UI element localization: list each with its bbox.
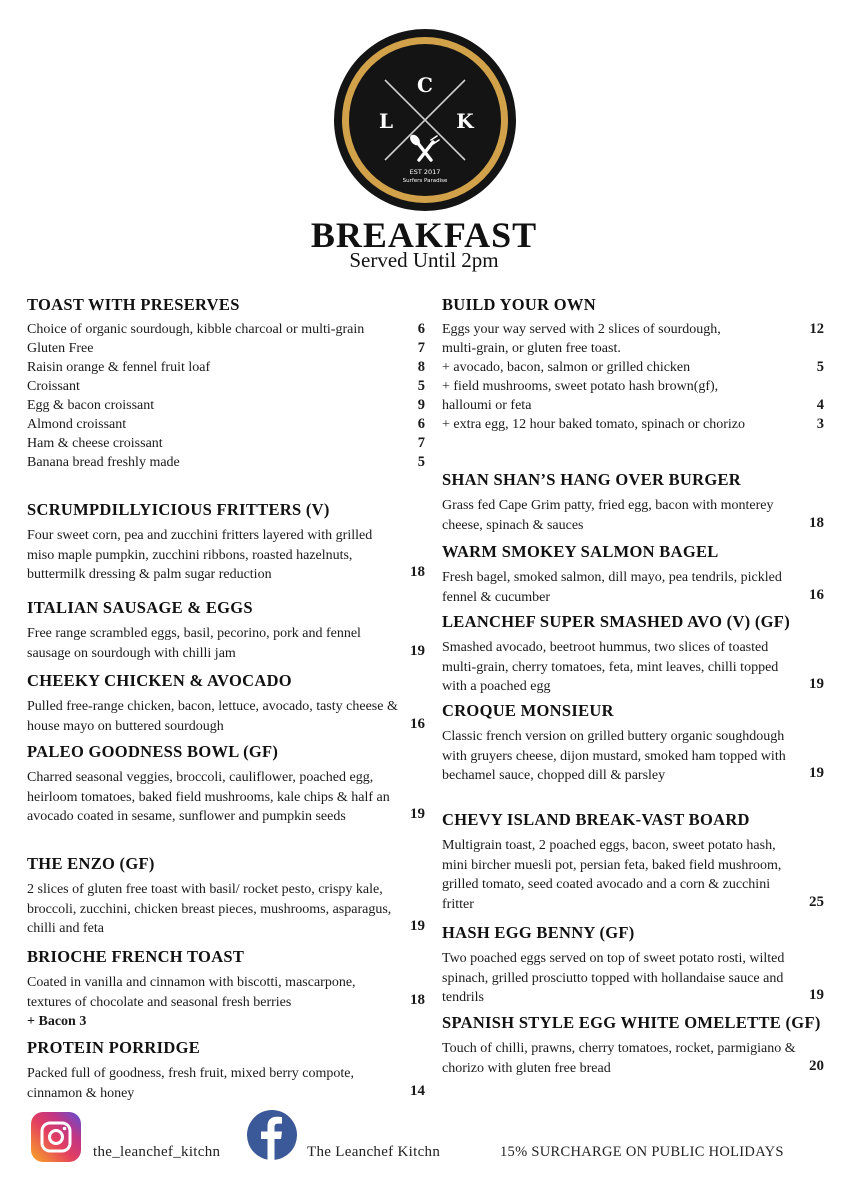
list-item <box>27 377 425 396</box>
item-price: 9 <box>417 397 425 413</box>
section-bagel <box>442 542 824 607</box>
item-price: 7 <box>417 435 425 451</box>
footer <box>0 1110 848 1170</box>
item-description: 2 slices of gluten free toast with basil/ rocket pesto, crispy kale, broccoli, zucchini, chicken breast pieces, mushrooms, asparagus, chilli and feta <box>27 882 392 936</box>
logo-est: EST 2017 <box>409 168 441 176</box>
item-line: Eggs your way served with 2 slices of sourdough, <box>442 322 721 337</box>
item-line: multi-grain, or gluten free toast. <box>442 341 621 356</box>
section-title: TOAST WITH PRESERVES <box>27 295 240 314</box>
list-item <box>27 339 425 358</box>
section-burger <box>442 470 824 535</box>
item-price: 3 <box>816 416 824 432</box>
item-description: Fresh bagel, smoked salmon, dill mayo, pea tendrils, pickled fennel & cucumber <box>442 570 782 605</box>
section-title: CHEEKY CHICKEN & AVOCADO <box>27 671 292 690</box>
item-price: 6 <box>417 416 425 432</box>
item-price: 16 <box>809 586 824 603</box>
section-omelette <box>442 1013 824 1078</box>
facebook-icon[interactable] <box>247 1110 297 1160</box>
item-price: 19 <box>809 676 824 692</box>
item-name: Choice of organic sourdough, kibble charcoal or multi-grain <box>27 322 365 337</box>
item-price: 12 <box>809 321 824 337</box>
page-title: BREAKFAST <box>310 215 538 255</box>
item-price: 25 <box>809 893 824 910</box>
section-porridge <box>27 1038 425 1103</box>
section-fritters <box>27 500 425 585</box>
item-description: Smashed avocado, beetroot hummus, two slices of toasted multi-grain, cherry tomatoes, feta, mint leaves, chilli topped with a poached egg <box>442 640 779 694</box>
section-title: CHEVY ISLAND BREAK-VAST BOARD <box>442 810 750 829</box>
item-price: 6 <box>417 321 425 337</box>
item-name: Egg & bacon croissant <box>27 398 155 413</box>
instagram-handle[interactable]: the_leanchef_kitchn <box>93 1144 221 1160</box>
item-line: + avocado, bacon, salmon or grilled chicken <box>442 360 691 375</box>
item-price: 18 <box>809 514 824 531</box>
item-addon: + Bacon 3 <box>27 1014 87 1029</box>
list-item <box>442 358 824 377</box>
page-subtitle: Served Until 2pm <box>349 248 499 272</box>
section-title: BRIOCHE FRENCH TOAST <box>27 947 245 966</box>
section-title: SPANISH STYLE EGG WHITE OMELETTE (GF) <box>442 1013 821 1032</box>
item-price: 18 <box>410 564 425 580</box>
logo-letter-l: L <box>378 109 394 133</box>
section-croque <box>442 701 824 786</box>
item-price: 19 <box>410 918 425 934</box>
item-price: 5 <box>417 378 425 394</box>
item-name: Almond croissant <box>27 417 127 432</box>
item-price: 19 <box>809 987 824 1003</box>
section-title: SCRUMPDILLYICIOUS FRITTERS (V) <box>27 500 330 519</box>
item-line: + extra egg, 12 hour baked tomato, spinach or chorizo <box>442 417 745 432</box>
item-price: 7 <box>417 340 425 356</box>
item-price: 8 <box>417 359 425 375</box>
section-enzo <box>27 854 425 939</box>
list-item <box>27 434 425 453</box>
item-name: Banana bread freshly made <box>27 455 180 470</box>
list-item <box>442 415 824 434</box>
list-item <box>442 377 824 415</box>
list-item <box>27 320 425 339</box>
facebook-page-name[interactable]: The Leanchef Kitchn <box>307 1144 441 1160</box>
item-description: Pulled free-range chicken, bacon, lettuce, avocado, tasty cheese & house mayo on buttered sourdough <box>27 699 398 734</box>
item-name: Croissant <box>27 379 80 394</box>
section-chicken <box>27 671 425 736</box>
item-description: Touch of chilli, prawns, cherry tomatoes, rocket, parmigiano & chorizo with gluten free bread <box>442 1041 796 1076</box>
section-title: ITALIAN SAUSAGE & EGGS <box>27 598 253 617</box>
item-price: 19 <box>410 642 425 659</box>
logo-location: Surfers Paradise <box>402 178 448 184</box>
item-line: + field mushrooms, sweet potato hash brown(gf), <box>442 379 719 394</box>
restaurant-logo <box>333 28 517 212</box>
item-line: halloumi or feta <box>442 398 532 413</box>
section-hash-benny <box>442 923 824 1008</box>
section-toast <box>27 295 425 472</box>
list-item <box>27 396 425 415</box>
section-build-your-own <box>442 295 824 434</box>
item-name: Ham & cheese croissant <box>27 436 163 451</box>
list-item <box>442 320 824 358</box>
section-chevy-board <box>442 810 824 914</box>
section-sausage <box>27 598 425 663</box>
section-title: CROQUE MONSIEUR <box>442 701 614 720</box>
logo-letter-c: C <box>417 73 433 97</box>
item-description: Four sweet corn, pea and zucchini fritters layered with grilled miso maple pumpkin, zucchini ribbons, roasted hazelnuts, buttermilk dressing & palm sugar reduction <box>27 528 373 582</box>
item-name: Raisin orange & fennel fruit loaf <box>27 360 211 375</box>
item-price: 19 <box>410 806 425 822</box>
section-title: SHAN SHAN’S HANG OVER BURGER <box>442 470 742 489</box>
section-brioche <box>27 947 425 1032</box>
item-description: Classic french version on grilled buttery organic soughdough with gruyers cheese, dijon mustard, smoked ham topped with bechamel sauce, chopped dill & parsley <box>442 729 786 783</box>
item-description: Grass fed Cape Grim patty, fried egg, bacon with monterey cheese, spinach & sauces <box>442 498 774 533</box>
section-title: HASH EGG BENNY (GF) <box>442 923 635 942</box>
list-item <box>27 358 425 377</box>
section-title: PALEO GOODNESS BOWL (GF) <box>27 742 279 761</box>
surcharge-notice: 15% SURCHARGE ON PUBLIC HOLIDAYS <box>500 1144 784 1160</box>
item-price: 14 <box>410 1082 425 1099</box>
item-description: Charred seasonal veggies, broccoli, cauliflower, poached egg, heirloom tomatoes, baked field mushrooms, kale chips & half an avocado coated in sesame, sunflower and pumpkin seeds <box>27 770 390 824</box>
section-smashed-avo <box>442 612 824 697</box>
section-title: PROTEIN PORRIDGE <box>27 1038 201 1057</box>
item-description: Multigrain toast, 2 poached eggs, bacon, sweet potato hash, mini bircher muesli pot, persian feta, baked field mushroom, grilled tomato, seed coated avocado and a corn & zucchini fritter <box>442 838 782 912</box>
list-item <box>27 453 425 472</box>
item-price: 20 <box>809 1057 824 1074</box>
logo-letter-k: K <box>456 109 474 133</box>
section-paleo <box>27 742 425 827</box>
item-price: 5 <box>417 454 425 470</box>
item-description: Coated in vanilla and cinnamon with biscotti, mascarpone, textures of chocolate and seasonal fresh berries <box>27 975 356 1010</box>
item-name: Gluten Free <box>27 341 94 356</box>
item-description: Packed full of goodness, fresh fruit, mixed berry compote, cinnamon & honey <box>27 1066 354 1101</box>
item-description: Free range scrambled eggs, basil, pecorino, pork and fennel sausage on sourdough with chilli jam <box>27 626 361 661</box>
item-description: Two poached eggs served on top of sweet potato rosti, wilted spinach, grilled prosciutto topped with hollandaise sauce and tendrils <box>442 951 785 1005</box>
item-price: 16 <box>410 715 425 732</box>
item-price: 18 <box>410 992 425 1008</box>
list-item <box>27 415 425 434</box>
item-price: 19 <box>809 765 824 781</box>
section-title: BUILD YOUR OWN <box>442 295 596 314</box>
item-price: 4 <box>816 397 824 413</box>
instagram-icon[interactable] <box>31 1112 81 1162</box>
item-price: 5 <box>816 359 824 375</box>
section-title: LEANCHEF SUPER SMASHED AVO (V) (GF) <box>442 612 790 631</box>
section-title: WARM SMOKEY SALMON BAGEL <box>442 542 719 561</box>
section-title: THE ENZO (GF) <box>27 854 155 873</box>
